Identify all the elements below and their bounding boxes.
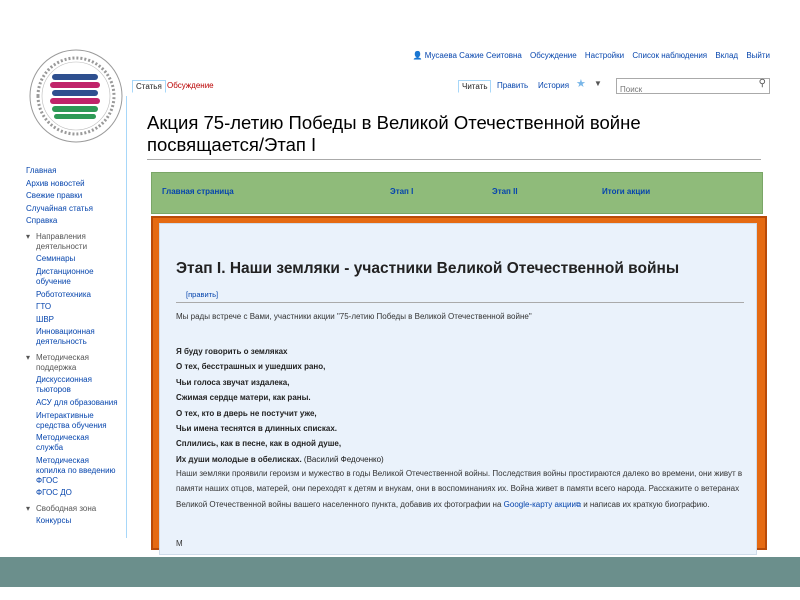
- sidebar-item-shvr[interactable]: ШВР: [36, 314, 55, 324]
- search-icon[interactable]: ⚲: [758, 78, 766, 89]
- sidebar-item-fgos-box[interactable]: Методическая копилка по введению ФГОС: [36, 455, 116, 485]
- logout-link[interactable]: Выйти: [746, 51, 770, 60]
- sidebar-group-methodical[interactable]: ▾ Методическая поддержка: [26, 353, 118, 373]
- personal-tools: [407, 51, 770, 60]
- sidebar-item-main[interactable]: Главная: [26, 166, 57, 175]
- stage-panel-body: [159, 223, 757, 555]
- sidebar-item-method-service[interactable]: Методическая служба: [36, 433, 89, 453]
- nav-stage-2[interactable]: Этап II: [492, 187, 518, 196]
- section-edit-link[interactable]: [править]: [186, 290, 219, 299]
- sidebar-item-robotics[interactable]: Робототехника: [36, 289, 91, 299]
- sidebar-item-random[interactable]: Случайная статья: [26, 203, 93, 213]
- sidebar-group-free-zone[interactable]: ▾ Свободная зона: [26, 504, 118, 514]
- nav-stage-1[interactable]: Этап I: [390, 187, 414, 196]
- section-divider: [176, 302, 744, 303]
- poem-line: Чьи имена теснятся в длинных списках.: [176, 424, 337, 434]
- sidebar-item-tutors[interactable]: Дискуссионная тьюторов: [36, 375, 92, 395]
- section-heading: Этап I. Наши земляки - участники Великой Отечественной войны: [176, 260, 680, 277]
- description-paragraph: [176, 466, 748, 513]
- sidebar-item-fgos-do[interactable]: ФГОС ДО: [36, 488, 72, 498]
- search-input[interactable]: [617, 83, 751, 97]
- wiki-screenshot: [22, 40, 778, 548]
- poem-line: Сжимая сердце матери, как раны.: [176, 393, 311, 403]
- page-title-line-2: посвящается/Этап I: [147, 134, 317, 155]
- title-divider: [147, 159, 761, 160]
- poem-line: О тех, бесстрашных и ушедших рано,: [176, 362, 326, 372]
- cut-off-text: М: [176, 539, 183, 548]
- search-box: [616, 78, 770, 94]
- sidebar-item-contests[interactable]: Конкурсы: [36, 516, 72, 526]
- page-title-line-1: Акция 75-летию Победы в Великой Отечественной войне: [147, 112, 641, 133]
- poem-line: Я буду говорить о земляках: [176, 347, 288, 356]
- watch-star-icon[interactable]: ★: [576, 78, 586, 90]
- intro-text: Мы рады встрече с Вами, участники акции "75-летию Победы в Великой Отечественной войне": [176, 312, 532, 321]
- sidebar-item-news-archive[interactable]: Архив новостей: [26, 178, 85, 188]
- page-title: [147, 112, 762, 156]
- page-tabs: [132, 78, 772, 97]
- user-link[interactable]: 👤 Мусаева Сажие Сеитовна: [413, 51, 522, 60]
- user-talk-link[interactable]: Обсуждение: [530, 51, 577, 60]
- poem-line: Сплились, как в песне, как в одной душе,: [176, 439, 342, 449]
- poem-line: Их души молодые в обелисках.: [176, 454, 302, 464]
- tab-edit[interactable]: Править: [497, 81, 529, 90]
- sidebar-item-gto[interactable]: ГТО: [36, 302, 52, 312]
- contributions-link[interactable]: Вклад: [715, 51, 739, 60]
- poem: [176, 344, 384, 467]
- nav-results[interactable]: Итоги акции: [602, 187, 651, 196]
- nav-main-page[interactable]: Главная страница: [162, 187, 234, 196]
- sidebar-group-directions[interactable]: ▾ Направления деятельности: [26, 232, 118, 252]
- content-area: [126, 96, 777, 548]
- sidebar-item-innovation[interactable]: Инновационная деятельность: [36, 327, 95, 347]
- poem-author: (Василий Федоченко): [303, 454, 384, 464]
- sidebar-item-recent-changes[interactable]: Свежие правки: [26, 191, 83, 201]
- sidebar: [26, 166, 118, 529]
- tab-read[interactable]: Читать: [458, 80, 491, 93]
- tab-article[interactable]: Статья: [132, 80, 166, 93]
- more-dropdown-icon[interactable]: ▼: [594, 79, 602, 88]
- tab-talk[interactable]: Обсуждение: [167, 81, 214, 90]
- action-nav-bar: [151, 172, 763, 214]
- stage-panel: [151, 216, 767, 550]
- google-map-link[interactable]: Google-карту акции: [503, 499, 576, 509]
- paragraph-text: Наши земляки проявили героизм и мужество в годы Великой Отечественной войны. Последствия войны простираются далеко во времени, они живут в памяти наших отцов, матерей, они переходят к детям и внукам, они в воспоминаниях их. Война живет в памяти всего народа. Расскажите о ветеранах Великой Отечественной войны вашего населенного пункта, добавив их фотографии на: [176, 469, 743, 509]
- institute-logo: [28, 48, 124, 144]
- preferences-link[interactable]: Настройки: [584, 51, 625, 60]
- slide-bottom-margin: [0, 587, 800, 600]
- sidebar-item-seminars[interactable]: Семинары: [36, 254, 76, 264]
- sidebar-item-distance[interactable]: Дистанционное обучение: [36, 266, 94, 286]
- external-link-icon: ⧉: [575, 501, 581, 509]
- sidebar-item-interactive[interactable]: Интерактивные средства обучения: [36, 410, 107, 430]
- poem-line: О тех, кто в дверь не постучит уже,: [176, 408, 317, 418]
- slide-bottom-band: [0, 557, 800, 587]
- sidebar-item-asu[interactable]: АСУ для образования: [36, 397, 118, 407]
- paragraph-text-end: и написав их краткую биографию.: [580, 499, 710, 509]
- tab-history[interactable]: История: [538, 81, 570, 90]
- sidebar-item-help[interactable]: Справка: [26, 216, 58, 226]
- poem-line: Чьи голоса звучат издалека,: [176, 377, 290, 387]
- watchlist-link[interactable]: Список наблюдения: [632, 51, 708, 60]
